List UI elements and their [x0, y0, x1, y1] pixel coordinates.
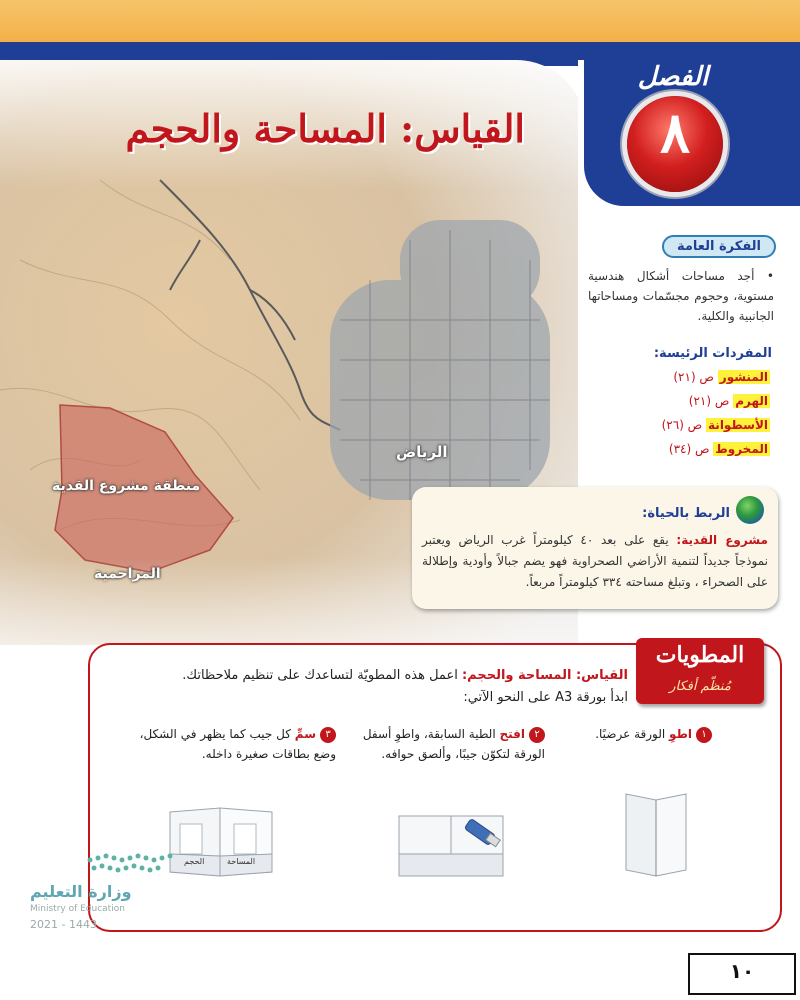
chapter-number: ٨ — [659, 100, 691, 166]
pocket-label-volume: الحجم — [184, 857, 205, 866]
foldables-badge-subtitle: مُنظّم أفكار — [669, 679, 731, 694]
vocab-item — [673, 370, 770, 384]
vocabulary-heading: المفردات الرئيسة: — [653, 346, 772, 361]
step-verb: افتح — [499, 727, 525, 741]
step-text: الطية السابقة، واطوِ أسفل الورقة لتكوّن جيبًا، وألصق حوافه. — [362, 727, 545, 761]
chapter-label: الفصل — [637, 62, 709, 92]
vocab-item — [689, 394, 770, 408]
foldables-intro-line1 — [108, 665, 628, 687]
vocab-term: الأسطوانة — [708, 418, 768, 432]
foldable-step — [572, 724, 712, 744]
ministry-name-arabic: وزارة التعليم — [30, 882, 132, 901]
foldable-step — [126, 724, 336, 764]
foldables-intro — [108, 665, 628, 709]
ministry-year: 2021 - 1443 — [30, 918, 97, 931]
foldables-badge-title: المطويات — [655, 642, 745, 668]
vocab-page: ص (٢١) — [673, 370, 714, 384]
real-life-heading: الربط بالحياة: — [642, 506, 730, 521]
pocket-glue-illustration — [395, 812, 515, 882]
vocab-item — [662, 418, 770, 432]
vocab-term: الهرم — [735, 394, 768, 408]
pocket-label-area: المساحة — [227, 857, 256, 866]
vocab-term: المنشور — [719, 370, 768, 384]
big-idea-body: أجد مساحات أشكال هندسية مستوية، وحجوم مجسّمات ومساحاتها الجانبية والكلية. — [588, 269, 774, 323]
map-label-riyadh: الرياض — [396, 443, 448, 461]
foldables-intro-line2: ابدأ بورقة A3 على النحو الآتي: — [463, 690, 628, 705]
foldable-step — [350, 724, 545, 764]
vocab-page: ص (٣٤) — [668, 442, 710, 456]
vocab-page: ص (٢٦) — [661, 418, 703, 432]
big-idea-text: • أجد مساحات أشكال هندسية مستوية، وحجوم مجسّمات ومساحاتها الجانبية والكلية. — [588, 269, 774, 323]
map-label-qiddiya: منطقة مشروع القدية — [52, 478, 201, 494]
foldables-intro-text: اعمل هذه المطويّة لتساعدك على تنظيم ملاحظاتك. — [182, 668, 462, 683]
step-number: ١ — [696, 727, 712, 743]
big-idea-heading: الفكرة العامة — [662, 235, 776, 258]
foldables-intro-lead: القياس: المساحة والحجم: — [461, 668, 628, 683]
real-life-lead: مشروع القدية: — [676, 533, 768, 547]
vocab-item — [669, 442, 770, 456]
ministry-logo-icon — [84, 846, 184, 880]
step-verb: سمِّ — [294, 727, 316, 741]
vocab-page: ص (٢١) — [688, 394, 730, 408]
step-number: ٣ — [320, 727, 336, 743]
map-label-muzahmiya: المزاحمية — [94, 566, 161, 582]
step-verb: اطوِ — [669, 727, 692, 741]
chapter-title: القياس: المساحة والحجم — [125, 106, 525, 151]
globe-icon — [736, 496, 764, 524]
real-life-body: يقع على بعد ٤٠ كيلومتراً غرب الرياض ويعتبر نموذجاً جديداً لتنمية الأراضي الصحراوية فهو يضم جبالاً وأودية وإطلالة على الصحراء ، وتبلغ مساحته ٣٣٤ كيلومتراً مربعاً. — [422, 533, 768, 589]
vocab-term: المخروط — [715, 442, 768, 456]
step-number: ٢ — [529, 727, 545, 743]
step-text: الورقة عرضيًا. — [595, 727, 670, 741]
page-number: ١٠ — [729, 959, 755, 983]
step-text: كل جيب كما يظهر في الشكل، وضع بطاقات صغيرة داخله. — [139, 727, 336, 761]
ministry-name-english: Ministry of Education — [30, 904, 125, 914]
real-life-text — [422, 530, 768, 593]
folded-paper-illustration — [620, 790, 690, 880]
